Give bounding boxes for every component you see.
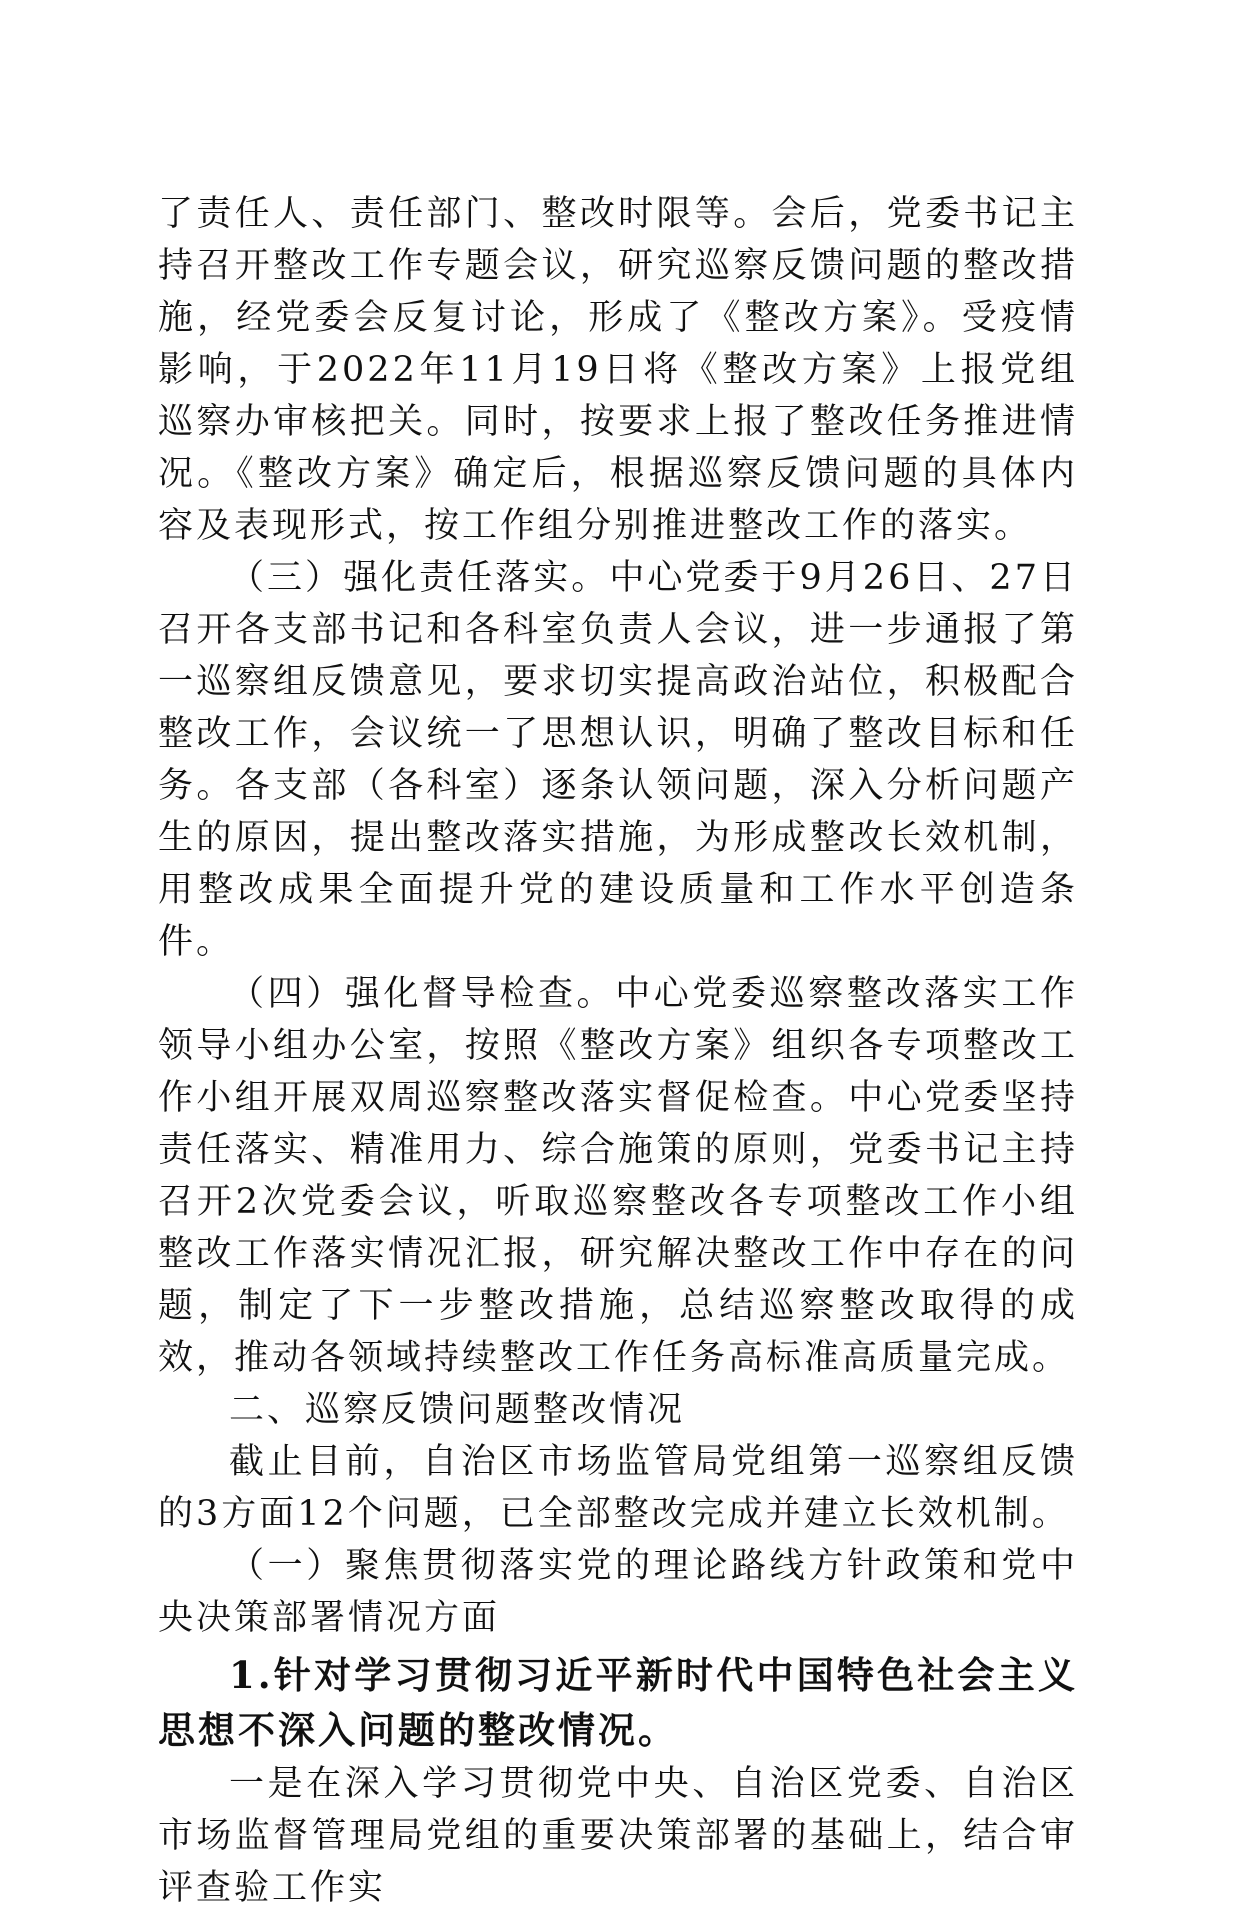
paragraph-continuation: 了责任人、责任部门、整改时限等。会后，党委书记主持召开整改工作专题会议，研究巡察反馈问题的整改措施，经党委会反复讨论，形成了《整改方案》。受疫情影响，于2022年11月19日将《整改方案》上报党组巡察办审核把关。同时，按要求上报了整改任务推进情况。《整改方案》确定后，根据巡察反馈问题的具体内容及表现形式，按工作组分别推进整改工作的落实。 <box>158 194 1078 546</box>
heading-section-two: 二、巡察反馈问题整改情况 <box>229 1390 686 1430</box>
paragraph-section-four <box>158 968 1078 1384</box>
subheading-one: （一）聚焦贯彻落实党的理论路线方针政策和党中央决策部署情况方面 <box>158 1546 1078 1638</box>
section-four-lead: （四）强化督导检查。 <box>229 974 616 1014</box>
section-four-text: 中心党委巡察整改落实工作领导小组办公室，按照《整改方案》组织各专项整改工作小组开展双周巡察整改落实督促检查。中心党委坚持责任落实、精准用力、综合施策的原则，党委书记主持召开2次党委会议，听取巡察整改各专项整改工作小组整改工作落实情况汇报，研究解决整改工作中存在的问题，制定了下一步整改措施，总结巡察整改取得的成效，推动各领域持续整改工作任务高标准高质量完成。 <box>158 974 1078 1378</box>
paragraph-section-three <box>158 552 1078 968</box>
section-three-text: 中心党委于9月26日、27日召开各支部书记和各科室负责人会议，进一步通报了第一巡察组反馈意见，要求切实提高政治站位，积极配合整改工作，会议统一了思想认识，明确了整改目标和任务。各支部（各科室）逐条认领问题，深入分析问题产生的原因，提出整改落实措施，为形成整改长效机制，用整改成果全面提升党的建设质量和工作水平创造条件。 <box>158 558 1078 962</box>
item-one-heading: 1.针对学习贯彻习近平新时代中国特色社会主义思想不深入问题的整改情况。 <box>158 1653 1078 1752</box>
section-three-lead: （三）强化责任落实。 <box>229 558 610 598</box>
paragraph-summary: 截止目前，自治区市场监管局党组第一巡察组反馈的3方面12个问题，已全部整改完成并建立长效机制。 <box>158 1442 1078 1534</box>
item-one-text: 一是在深入学习贯彻党中央、自治区党委、自治区市场监督管理局党组的重要决策部署的基础上，结合审评查验工作实 <box>158 1764 1078 1908</box>
document-body <box>158 188 1078 1914</box>
